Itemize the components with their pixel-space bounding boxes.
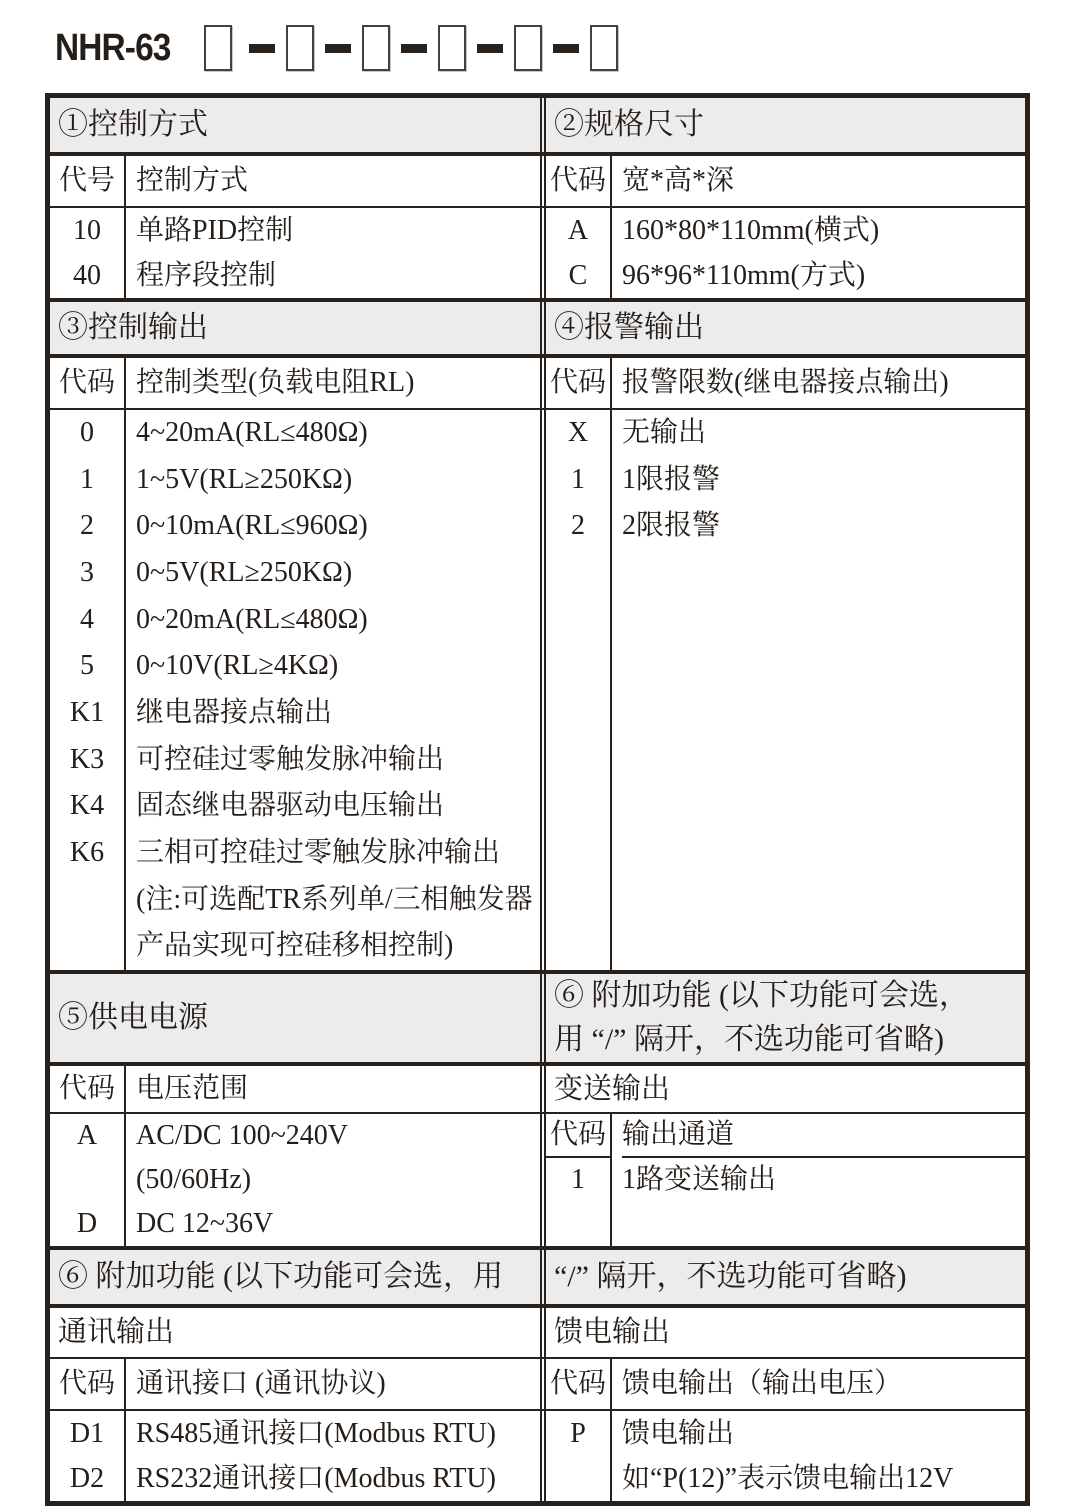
model-code-box-2 <box>286 25 314 71</box>
s3-code-header: 代码 <box>58 367 115 398</box>
s2-row-code: A <box>567 215 589 246</box>
section5-title: ⑤供电电源 <box>58 1001 208 1034</box>
column-header-row-3-4 <box>50 358 1025 410</box>
s3-row-desc: 4~20mA(RL≤480Ω) <box>136 417 368 448</box>
comm-row-desc: RS485通讯接口(Modbus RTU) <box>136 1418 497 1449</box>
model-code-box-3 <box>362 25 390 71</box>
s3-row-code <box>50 923 124 970</box>
transmit-empty-desc <box>622 1202 1025 1246</box>
feed-row-code: P <box>570 1418 586 1449</box>
ordering-table <box>45 93 1030 1506</box>
section-header-row-1-2 <box>50 98 1025 156</box>
data-rows-1-2 <box>50 208 1025 302</box>
s1-row-desc: 单路PID控制 <box>136 215 294 246</box>
s2-row-desc: 96*96*110mm(方式) <box>622 260 866 291</box>
s3-row-code: 5 <box>80 650 94 682</box>
s3-row-code: 2 <box>80 510 94 542</box>
section1-title: ①控制方式 <box>58 108 208 141</box>
s5-row-code <box>50 1158 124 1202</box>
data-rows-5-transmit <box>50 1114 1025 1250</box>
s3-row-desc: 可控硅过零触发脉冲输出 <box>136 743 445 775</box>
section6-title <box>546 974 1025 1062</box>
s1-row-desc: 程序段控制 <box>136 260 277 291</box>
s3-row-code <box>50 877 124 924</box>
transmit-subheader: 变送输出 <box>554 1073 671 1105</box>
model-code-box-1 <box>204 25 232 71</box>
s3-row-note: (注:可选配TR系列单/三相触发器 <box>136 883 533 915</box>
model-code-box-6 <box>590 25 618 71</box>
s5-row-desc: AC/DC 100~240V <box>136 1120 348 1151</box>
s3-row-code: K4 <box>69 790 105 822</box>
s3-row-desc: 0~5V(RL≥250KΩ) <box>136 556 353 588</box>
column-header-row-1-2 <box>50 156 1025 208</box>
section4-title: ④报警输出 <box>554 311 704 344</box>
section3-title: ③控制输出 <box>58 311 208 344</box>
section6-banner-row <box>50 1250 1025 1308</box>
s5-code-header: 代码 <box>58 1073 115 1104</box>
comm-desc-header: 通讯接口 (通讯协议) <box>136 1368 386 1399</box>
s3-row-code: 3 <box>80 556 94 588</box>
s3-row-desc: 0~20mA(RL≤480Ω) <box>136 603 368 635</box>
dash-separator <box>553 44 579 53</box>
s3-row-note: 产品实现可控硅移相控制) <box>136 930 454 962</box>
section6-title-line2: 用 “/” 隔开，不选功能可省略) <box>554 1023 944 1056</box>
feed-empty-code <box>546 1456 610 1501</box>
transmit-desc-header: 输出通道 <box>622 1114 1025 1158</box>
s4-row-code: 1 <box>571 463 585 495</box>
s1-row-code: 40 <box>73 260 101 291</box>
s3-row-code: 0 <box>80 417 94 448</box>
s3-row-desc: 1~5V(RL≥250KΩ) <box>136 463 353 495</box>
model-prefix: NHR-63 <box>55 26 171 69</box>
dash-separator <box>401 44 427 53</box>
feed-desc-header: 馈电输出（输出电压） <box>622 1368 903 1399</box>
s4-row-desc: 2限报警 <box>622 510 721 542</box>
s2-row-code: C <box>568 260 588 291</box>
s3-row-code: K6 <box>69 836 105 868</box>
column-header-row-comm-feed <box>50 1359 1025 1411</box>
transmit-empty-code <box>546 1202 610 1246</box>
s3-row-desc: 三相可控硅过零触发脉冲输出 <box>136 836 501 868</box>
s1-desc-header: 控制方式 <box>136 165 249 196</box>
comm-row-desc: RS232通讯接口(Modbus RTU) <box>136 1463 497 1494</box>
s3-row-code: K1 <box>69 696 105 728</box>
section-header-row-5-6 <box>50 974 1025 1066</box>
transmit-code-header: 代码 <box>546 1114 610 1158</box>
data-rows-comm-feed <box>50 1411 1025 1501</box>
section6-banner-right: “/” 隔开，不选功能可省略) <box>554 1260 907 1293</box>
s4-desc-header: 报警限数(继电器接点输出) <box>622 367 949 398</box>
s4-row-code: X <box>567 417 589 448</box>
s3-row-code: 1 <box>80 463 94 495</box>
s4-row-desc: 无输出 <box>622 417 707 448</box>
section2-title: ②规格尺寸 <box>554 108 704 141</box>
s5-desc-header: 电压范围 <box>136 1073 249 1104</box>
feed-row-note: 如“P(12)”表示馈电输出12V <box>622 1463 954 1494</box>
comm-code-header: 代码 <box>58 1368 115 1399</box>
s4-code-header: 代码 <box>549 367 606 398</box>
s3-row-desc: 继电器接点输出 <box>136 696 333 728</box>
s2-code-header: 代码 <box>549 165 606 196</box>
column-header-row-5-transmit <box>50 1066 1025 1114</box>
s3-row-desc: 0~10mA(RL≤960Ω) <box>136 510 368 542</box>
model-code-box-4 <box>438 25 466 71</box>
comm-row-code: D2 <box>69 1463 105 1494</box>
s2-desc-header: 宽*高*深 <box>622 165 735 196</box>
s1-code-header: 代号 <box>58 165 115 196</box>
s1-row-code: 10 <box>73 215 101 246</box>
section6-title-line1: ⑥ 附加功能 (以下功能可会选， <box>554 979 969 1012</box>
s3-desc-header: 控制类型(负载电阻RL) <box>136 367 415 398</box>
transmit-row-desc: 1路变送输出 <box>622 1164 777 1195</box>
comm-row-code: D1 <box>69 1418 105 1449</box>
s5-row-code: A <box>76 1120 98 1151</box>
s5-row-code: D <box>76 1208 98 1239</box>
section-header-row-3-4 <box>50 302 1025 358</box>
comm-subheader: 通讯输出 <box>58 1316 175 1348</box>
s3-row-code: K3 <box>69 743 105 775</box>
feed-code-header: 代码 <box>549 1368 606 1399</box>
section6-banner-left: ⑥ 附加功能 (以下功能可会选，用 <box>58 1260 503 1293</box>
model-code-line <box>55 22 618 74</box>
dash-separator <box>477 44 503 53</box>
model-code-box-5 <box>514 25 542 71</box>
s5-row-desc: DC 12~36V <box>136 1208 274 1239</box>
s5-row-desc: (50/60Hz) <box>136 1164 252 1195</box>
data-rows-3-4 <box>50 410 1025 974</box>
s2-row-desc: 160*80*110mm(横式) <box>622 215 880 246</box>
s3-row-code: 4 <box>80 603 94 635</box>
feed-subheader: 馈电输出 <box>554 1316 671 1348</box>
s4-row-desc: 1限报警 <box>622 463 721 495</box>
s4-row-code: 2 <box>571 510 585 542</box>
feed-row-desc: 馈电输出 <box>622 1418 735 1449</box>
s3-row-desc: 固态继电器驱动电压输出 <box>136 790 445 822</box>
subheader-row-comm-feed <box>50 1308 1025 1359</box>
dash-separator <box>325 44 351 53</box>
s3-row-desc: 0~10V(RL≥4KΩ) <box>136 650 339 682</box>
transmit-row-code: 1 <box>571 1164 585 1195</box>
dash-separator <box>249 44 275 53</box>
